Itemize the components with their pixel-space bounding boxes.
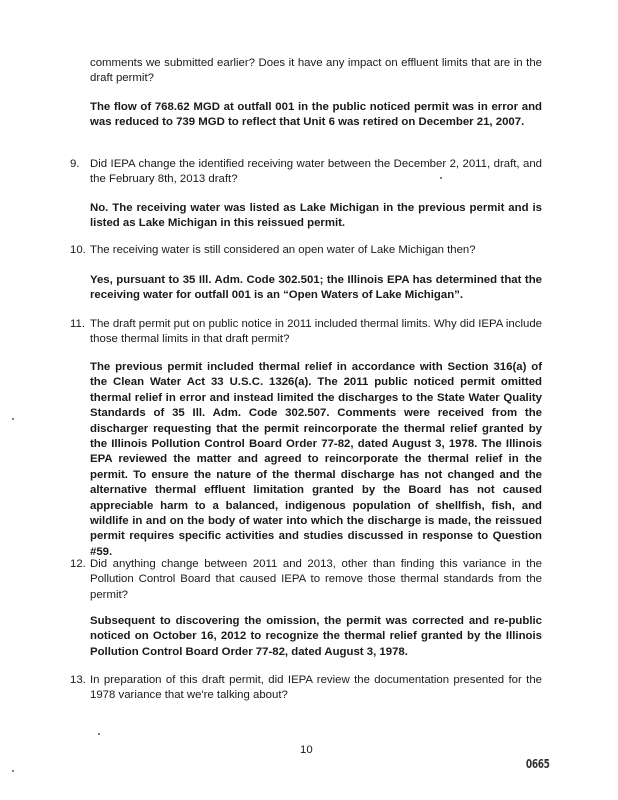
- intro-answer: The flow of 768.62 MGD at outfall 001 in the public noticed permit was in error and was reduced to 739 MGD to reflect that Unit 6 was retired on December 21, 2007.: [90, 101, 542, 129]
- scan-speck: [12, 418, 14, 420]
- page-number: 10: [300, 744, 313, 756]
- intro-question-continuation: comments we submitted earlier? Does it have any impact on effluent limits that are in the draft permit?: [90, 57, 542, 85]
- question-9: Did IEPA change the identified receiving water between the December 2, 2011, draft, and the February 8th, 2013 draft?: [90, 158, 542, 186]
- question-13: In preparation of this draft permit, did IEPA review the documentation presented for the 1978 variance that we're talking about?: [90, 674, 542, 702]
- question-10-number: 10.: [70, 244, 86, 256]
- question-12-number: 12.: [70, 558, 86, 570]
- question-9-number: 9.: [70, 158, 80, 170]
- answer-11: The previous permit included thermal relief in accordance with Section 316(a) of the Clean Water Act 33 U.S.C. 1326(a). The 2011 public noticed permit omitted thermal relief in error and instead limited the discharges to the State Water Quality Standards of 35 Ill. Adm. Code 302.507. Comments were received from the discharger requesting that the permit reincorporate the thermal relief granted by the Illinois Pollution Control Board Order 77-82, dated August 3, 1978. The Illinois EPA reviewed the matter and agreed to reincorporate the thermal relief in the permit. To ensure the nature of the thermal discharge has not changed and the alternative thermal effluent limitation granted by the Board has not caused appreciable harm to a balanced, indigenous population of shellfish, fish, and wildlife in and on the body of water into which the discharge is made, the reissued permit requires specific activities and studies discussed in response to Question #59.: [90, 361, 542, 558]
- question-13-number: 13.: [70, 674, 86, 686]
- answer-12: Subsequent to discovering the omission, the permit was corrected and re-public noticed on October 16, 2012 to recognize the thermal relief granted by the Illinois Pollution Control Board Order 77-82, dated August 3, 1978.: [90, 615, 542, 658]
- answer-9: No. The receiving water was listed as Lake Michigan in the previous permit and is listed as Lake Michigan in this reissued permit.: [90, 202, 542, 230]
- scan-speck: [98, 733, 100, 735]
- scan-speck: [440, 177, 442, 179]
- question-11-number: 11.: [70, 318, 85, 330]
- question-12: Did anything change between 2011 and 2013, other than finding this variance in the Pollution Control Board that caused IEPA to remove those thermal standards from the permit?: [90, 558, 542, 601]
- scan-speck: [12, 770, 14, 772]
- answer-10: Yes, pursuant to 35 Ill. Adm. Code 302.501; the Illinois EPA has determined that the receiving water for outfall 001 is an “Open Waters of Lake Michigan”.: [90, 274, 542, 302]
- question-11: The draft permit put on public notice in 2011 included thermal limits. Why did IEPA include those thermal limits in that draft permit?: [90, 318, 542, 346]
- bates-stamp: 0665: [525, 757, 550, 771]
- question-10: The receiving water is still considered an open water of Lake Michigan then?: [90, 244, 476, 256]
